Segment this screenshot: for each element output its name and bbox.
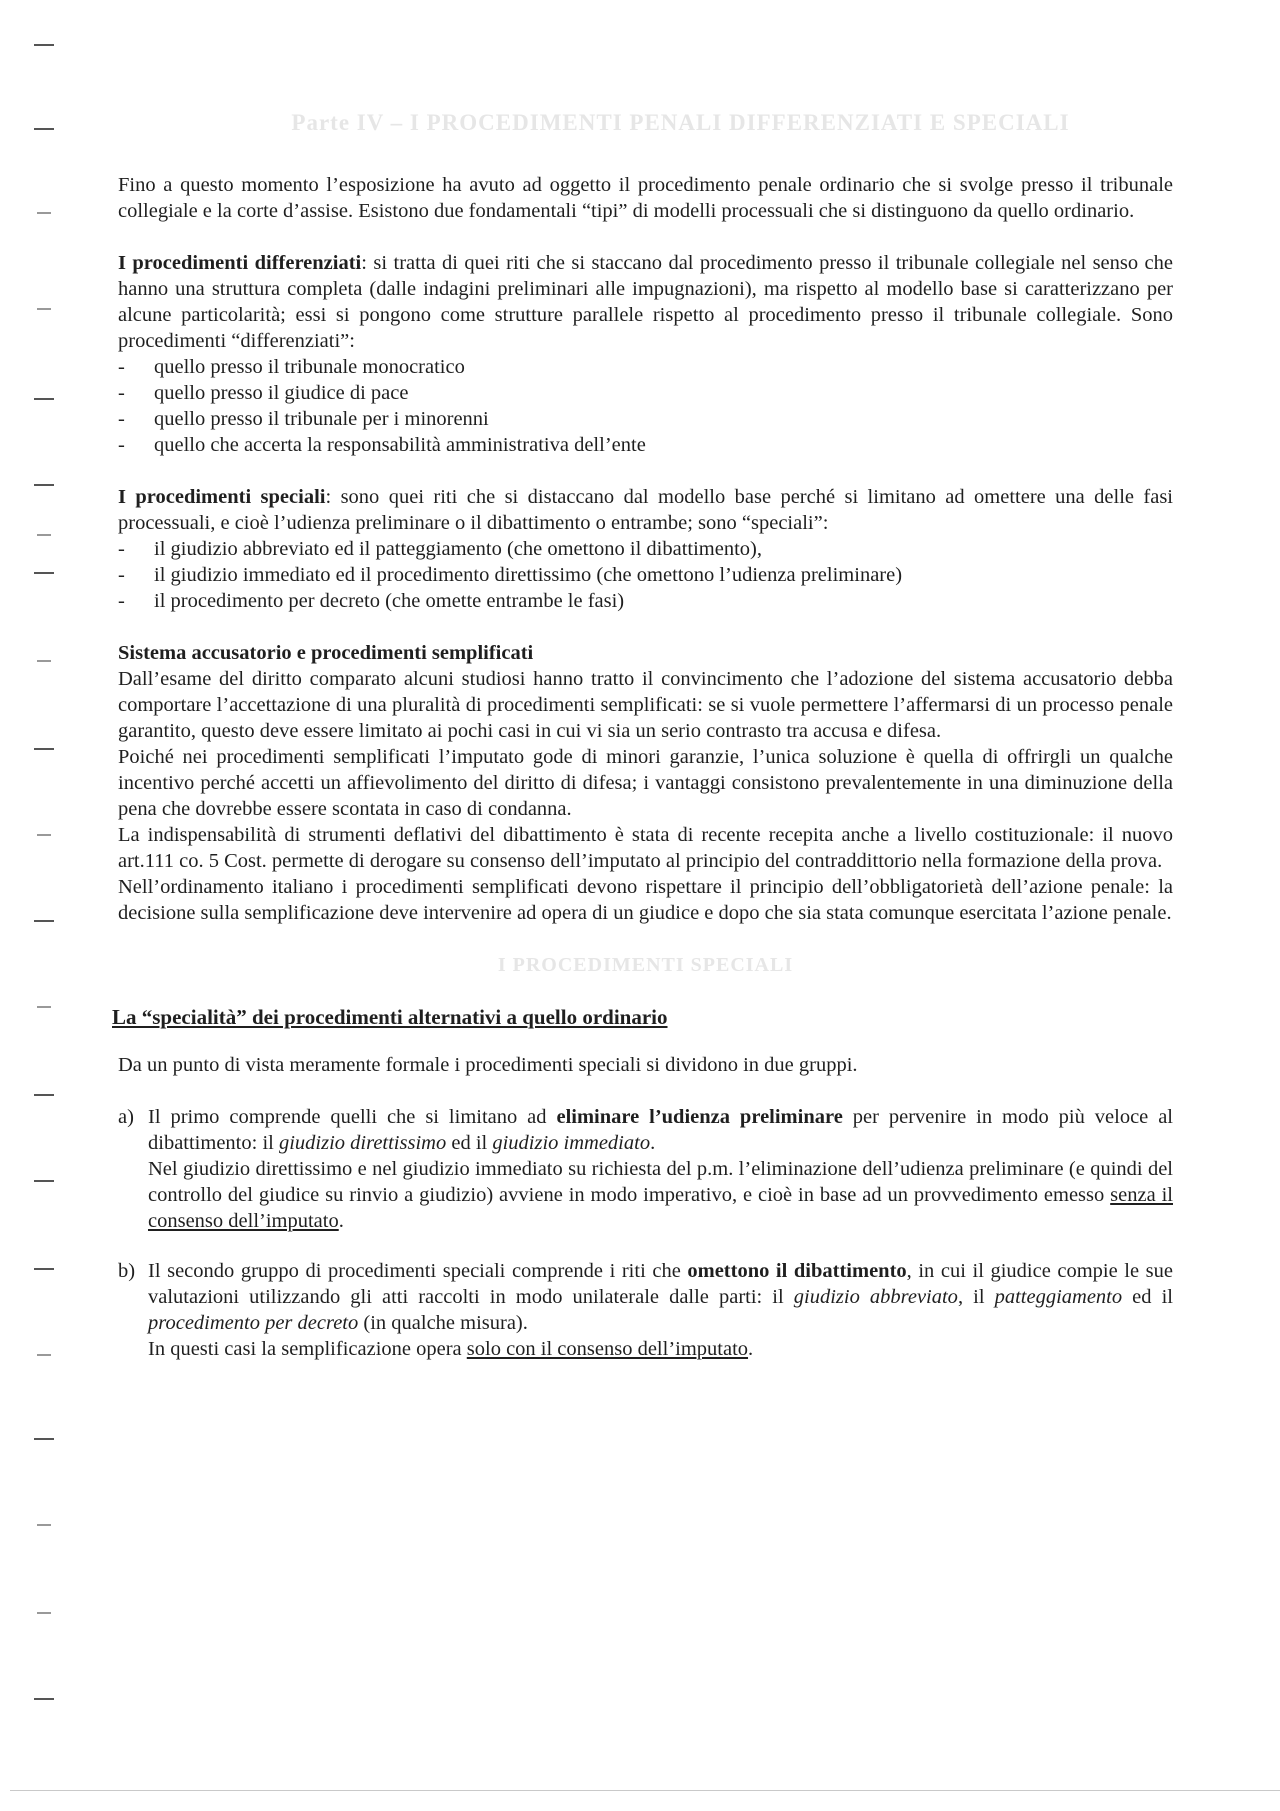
sistema-paragraph: Dall’esame del diritto comparato alcuni studiosi hanno tratto il convincimento che l’adozione del sistema accusatorio debba comportare l’accettazione di una pluralità di procedimenti semplificati: se si vuole permettere l’affermarsi di un processo penale garantito, questo deve essere limitato ai pochi casi in cui vi sia un serio contrasto tra accusa e difesa. (118, 668, 1173, 742)
list-item: - quello presso il tribunale per i minorenni (118, 406, 1173, 432)
list-item: - quello presso il giudice di pace (118, 380, 1173, 406)
margin-mark (34, 572, 54, 574)
speciali-term: I procedimenti speciali (118, 486, 326, 508)
text-run: Il secondo gruppo di procedimenti speciali comprende i riti che (148, 1260, 688, 1282)
intro-paragraph: Fino a questo momento l’esposizione ha avuto ad oggetto il procedimento penale ordinario che si svolge presso il tribunale collegiale e la corte d’assise. Esistono due fondamentali “tipi” di modelli processuali che si distinguono da quello ordinario. (118, 174, 1173, 222)
margin-mark (37, 1006, 51, 1008)
group-a-paragraph (148, 1104, 1173, 1156)
speciali-text: : sono quei riti che si distaccano dal modello base perché si limitano ad omettere una delle fasi processuali, e cioè l’udienza preliminare o il dibattimento o entrambe; sono “speciali”: (118, 486, 1173, 534)
margin-mark (37, 660, 51, 662)
group-a (118, 1104, 1173, 1234)
sistema-heading: Sistema accusatorio e procedimenti semplificati (118, 642, 534, 664)
group-b (118, 1258, 1173, 1362)
list-item: - quello che accerta la responsabilità amministrativa dell’ente (118, 432, 1173, 458)
margin-mark (34, 920, 54, 922)
text-run: Il primo comprende quelli che si limitano ad (148, 1106, 557, 1128)
margin-mark (37, 1612, 51, 1614)
group-a-detail (148, 1156, 1173, 1234)
emphasis-underline: senza il consenso dell’imputato (148, 1184, 1173, 1232)
emphasis-italic: procedimento per decreto (148, 1312, 359, 1334)
document-body (112, 110, 1173, 1386)
list-item: - il procedimento per decreto (che omette entrambe le fasi) (118, 588, 1173, 614)
sistema-paragraph: La indispensabilità di strumenti deflativi del dibattimento è stata di recente recepita anche a livello costituzionale: il nuovo art.111 co. 5 Cost. permette di derogare su consenso dell’imputato al principio del contraddittorio nella formazione della prova. (118, 824, 1173, 872)
sistema-paragraph: Nell’ordinamento italiano i procedimenti semplificati devono rispettare il principio dell’obbligatorietà dell’azione penale: la decisione sulla semplificazione deve intervenire ad opera di un giudice e dopo che sia stata comunque esercitata l’azione penale. (118, 876, 1173, 924)
margin-mark (34, 1698, 54, 1700)
emphasis-italic: patteggiamento (994, 1286, 1123, 1308)
margin-mark (37, 834, 51, 836)
text-run: (in qualche misura). (358, 1312, 528, 1334)
text-run: . (748, 1338, 754, 1360)
binding-margin-marks (34, 0, 58, 1811)
speciali-section (118, 484, 1173, 614)
margin-mark (34, 128, 54, 130)
group-a-label: a) (118, 1106, 134, 1128)
differenziati-text: : si tratta di quei riti che si staccano dal procedimento presso il tribunale collegiale nel senso che hanno una struttura completa (dalle indagini preliminari alle impugnazioni), ma rispetto al modello base si caratterizzano per alcune particolarità; essi si pongono come strutture parallele rispetto al procedimento presso il tribunale collegiale. Sono procedimenti “differenziati”: (118, 252, 1173, 352)
text-run: . (650, 1132, 656, 1154)
speciali-paragraph (118, 484, 1173, 536)
emphasis-italic: giudizio immediato (492, 1132, 651, 1154)
emphasis-bold: omettono il dibattimento (687, 1260, 907, 1282)
specialita-heading: La “specialità” dei procedimenti alternativi a quello ordinario (112, 1005, 668, 1029)
margin-mark (37, 212, 51, 214)
margin-mark (34, 1180, 54, 1182)
text-run: ed il (1122, 1286, 1173, 1308)
specialita-lead: Da un punto di vista meramente formale i procedimenti speciali si dividono in due gruppi. (118, 1054, 858, 1076)
emphasis-italic: giudizio abbreviato (793, 1286, 958, 1308)
margin-mark (37, 308, 51, 310)
margin-mark (34, 748, 54, 750)
text-run: , il (957, 1286, 995, 1308)
margin-mark (34, 1268, 54, 1270)
list-item: - il giudizio abbreviato ed il patteggiamento (che omettono il dibattimento), (118, 536, 1173, 562)
group-b-detail (148, 1336, 1173, 1362)
section-title: I PROCEDIMENTI SPECIALI (497, 954, 794, 976)
margin-mark (34, 484, 54, 486)
text-run: , in cui il giudice compie le sue valutazioni utilizzando gli atti raccolti in modo unilaterale dalle parti: il (148, 1260, 1173, 1308)
group-b-label: b) (118, 1260, 136, 1282)
emphasis-italic: giudizio direttissimo (278, 1132, 447, 1154)
sistema-paragraph: Poiché nei procedimenti semplificati l’imputato gode di minori garanzie, l’unica soluzione è quella di offrirgli un qualche incentivo perché accetti un affievolimento del diritto di difesa; i vantaggi consistono prevalentemente in una diminuzione della pena che dovrebbe essere scontata in caso di condanna. (118, 746, 1173, 820)
sistema-section (118, 640, 1173, 926)
text-run: In questi casi la semplificazione opera (148, 1338, 467, 1360)
differenziati-section (118, 250, 1173, 458)
margin-mark (37, 1524, 51, 1526)
margin-mark (37, 1354, 51, 1356)
text-run: per pervenire in modo più veloce al dibattimento: il (148, 1106, 1173, 1154)
differenziati-list (118, 354, 1173, 458)
list-item: - quello presso il tribunale monocratico (118, 354, 1173, 380)
emphasis-bold: eliminare l’udienza preliminare (556, 1106, 843, 1128)
part-title: Parte IV – I PROCEDIMENTI PENALI DIFFERENZIATI E SPECIALI (291, 110, 1070, 135)
differenziati-term: I procedimenti differenziati (118, 252, 362, 274)
margin-mark (37, 534, 51, 536)
margin-mark (34, 44, 54, 46)
margin-mark (34, 1438, 54, 1440)
differenziati-paragraph (118, 250, 1173, 354)
text-run: Nel giudizio direttissimo e nel giudizio immediato su richiesta del p.m. l’eliminazione dell’udienza preliminare (e quindi del controllo del giudice su rinvio a giudizio) avviene in modo imperativo, e cioè in base ad un provvedimento emesso (148, 1158, 1173, 1206)
page-bottom-edge (10, 1790, 1280, 1791)
margin-mark (34, 1094, 54, 1096)
margin-mark (34, 398, 54, 400)
emphasis-underline: solo con il consenso dell’imputato (466, 1338, 749, 1360)
text-run: . (338, 1210, 344, 1232)
text-run: ed il (446, 1132, 493, 1154)
list-item: - il giudizio immediato ed il procedimento direttissimo (che omettono l’udienza preliminare) (118, 562, 1173, 588)
group-b-paragraph (148, 1258, 1173, 1336)
speciali-list (118, 536, 1173, 614)
